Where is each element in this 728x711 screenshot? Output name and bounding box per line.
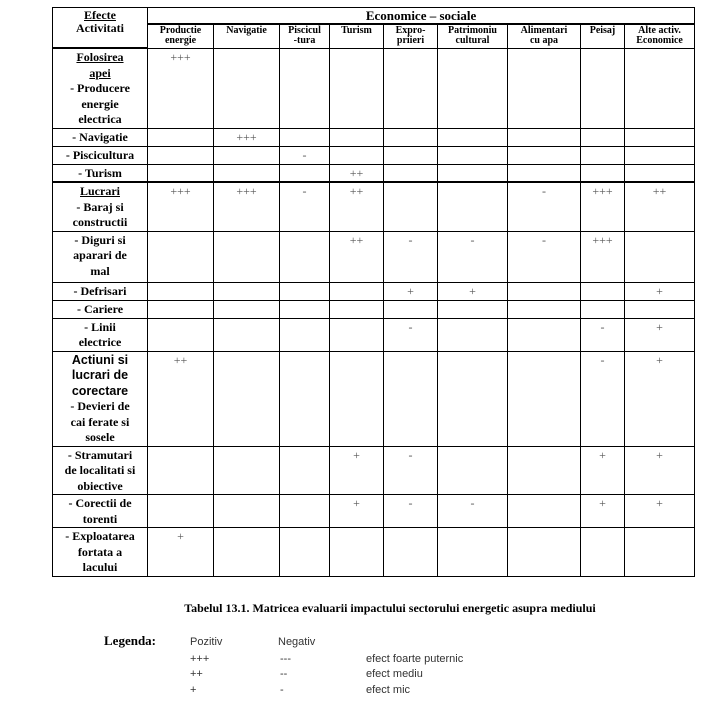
impact-cell: + [625, 351, 695, 446]
impact-cell [438, 300, 508, 318]
impact-cell [384, 164, 438, 182]
column-header-line: energie [164, 35, 197, 46]
impact-cell: + [148, 528, 214, 577]
impact-cell: + [384, 282, 438, 300]
legend-negativ-label: Negativ [278, 636, 316, 648]
table-row [53, 318, 695, 351]
impact-cell [148, 300, 214, 318]
impact-cell [384, 351, 438, 446]
impact-cell [508, 48, 581, 128]
legend-neg-small: - [280, 684, 284, 696]
impact-cell [384, 146, 438, 164]
impact-cell [330, 318, 384, 351]
legend-neg-strong: --- [280, 653, 291, 665]
activity-line: electrice [78, 335, 122, 349]
impact-cell [581, 48, 625, 128]
activity-line: - Piscicultura [65, 147, 135, 162]
impact-cell [280, 231, 330, 282]
impact-cell [581, 146, 625, 164]
activity-line: - Stramutari [67, 447, 133, 462]
impact-cell [508, 282, 581, 300]
impact-cell [625, 300, 695, 318]
impact-cell [438, 128, 508, 146]
impact-cell: +++ [148, 48, 214, 128]
impact-cell [214, 146, 280, 164]
impact-cell [508, 318, 581, 351]
impact-cell [625, 164, 695, 182]
column-header-line: Productie [159, 25, 202, 36]
column-header [625, 24, 695, 48]
impact-cell [214, 495, 280, 528]
column-header-line: priieri [396, 35, 425, 46]
activity-line: - Turism [78, 165, 122, 180]
impact-cell [148, 128, 214, 146]
impact-cell [214, 164, 280, 182]
impact-cell [625, 231, 695, 282]
activity-line: - Producere [70, 81, 130, 95]
activity-line: - Exploatarea [65, 529, 135, 543]
impact-cell [214, 446, 280, 495]
column-header [384, 24, 438, 48]
activity-line: lucrari de [71, 368, 129, 382]
impact-cell [438, 351, 508, 446]
impact-cell [330, 300, 384, 318]
column-header [280, 24, 330, 48]
impact-cell: + [330, 495, 384, 528]
activity-line: corectare [71, 383, 129, 398]
impact-cell [280, 300, 330, 318]
header-efecte-activitati [53, 8, 148, 49]
activity-line: sosele [85, 430, 115, 444]
impact-cell [148, 146, 214, 164]
activity-cell [53, 351, 148, 446]
activity-cell [53, 128, 148, 146]
impact-cell [581, 300, 625, 318]
activity-cell [53, 182, 148, 231]
activity-cell [53, 300, 148, 318]
impact-cell [438, 446, 508, 495]
impact-cell: + [625, 318, 695, 351]
impact-cell: - [438, 495, 508, 528]
activity-line: mal [90, 263, 110, 278]
impact-cell [280, 351, 330, 446]
impact-cell: - [384, 446, 438, 495]
impact-cell [214, 282, 280, 300]
activity-line: - Linii [84, 319, 116, 334]
activity-line: - Devieri de [70, 399, 130, 413]
impact-cell [508, 164, 581, 182]
activity-line: Actiuni si [71, 352, 129, 367]
table-row [53, 351, 695, 446]
column-header-line: Patrimoniu [448, 25, 497, 36]
table-row [53, 146, 695, 164]
impact-cell [148, 164, 214, 182]
impact-cell [508, 146, 581, 164]
activity-line: de localitati si [64, 463, 136, 477]
legend-pozitiv-label: Pozitiv [190, 636, 223, 648]
table-row [53, 282, 695, 300]
column-header-line: Navigatie [226, 25, 267, 36]
impact-cell: +++ [214, 128, 280, 146]
impact-cell: +++ [148, 182, 214, 231]
impact-cell [508, 528, 581, 577]
impact-cell [384, 528, 438, 577]
impact-cell [330, 351, 384, 446]
impact-cell: ++ [148, 351, 214, 446]
impact-cell [438, 164, 508, 182]
column-header-line: -tura [293, 35, 316, 46]
impact-cell [438, 182, 508, 231]
impact-cell: + [581, 446, 625, 495]
impact-cell [148, 446, 214, 495]
impact-cell [384, 300, 438, 318]
header-efecte: Efecte [84, 8, 116, 22]
impact-cell [508, 495, 581, 528]
activity-line: - Baraj si [76, 199, 124, 214]
impact-cell [384, 128, 438, 146]
column-header [438, 24, 508, 48]
table-row [53, 495, 695, 528]
impact-cell: - [384, 495, 438, 528]
impact-cell: - [280, 182, 330, 231]
impact-cell: - [438, 231, 508, 282]
activity-line: - Diguri si [74, 232, 126, 247]
impact-cell [148, 318, 214, 351]
activity-line: aparari de [73, 248, 127, 262]
impact-cell: ++ [330, 231, 384, 282]
activity-line: apei [89, 65, 111, 80]
legend-title: Legenda: [104, 633, 156, 648]
column-header-line: Alte activ. [638, 25, 681, 36]
impact-cell [330, 528, 384, 577]
table-row [53, 300, 695, 318]
activity-cell [53, 146, 148, 164]
table-row [53, 48, 695, 128]
impact-cell: +++ [581, 182, 625, 231]
impact-cell [330, 128, 384, 146]
impact-cell [508, 128, 581, 146]
impact-cell: + [330, 446, 384, 495]
table-caption: Tabelul 13.1. Matricea evaluarii impactului sectorului energetic asupra mediului [184, 601, 596, 615]
impact-cell [214, 231, 280, 282]
table-row [53, 446, 695, 495]
column-header-line: Alimentari [520, 25, 568, 36]
column-header-line: Peisaj [589, 25, 616, 36]
impact-cell [330, 282, 384, 300]
impact-cell: + [625, 446, 695, 495]
activity-cell [53, 282, 148, 300]
legend [0, 634, 728, 704]
activity-line: electrica [78, 112, 122, 126]
table-row [53, 231, 695, 282]
activity-cell [53, 495, 148, 528]
impact-cell [581, 164, 625, 182]
column-header [330, 24, 384, 48]
impact-cell [330, 48, 384, 128]
column-header [148, 24, 214, 48]
table-row [53, 528, 695, 577]
impact-matrix-table [52, 7, 695, 577]
impact-cell [330, 146, 384, 164]
impact-cell [214, 318, 280, 351]
impact-cell [280, 528, 330, 577]
impact-cell [148, 495, 214, 528]
impact-cell [148, 231, 214, 282]
legend-neg-medium: -- [280, 668, 288, 680]
activity-line: - Corectii de [68, 496, 132, 510]
legend-desc-strong: efect foarte puternic [366, 653, 464, 665]
activity-line: - Navigatie [72, 129, 128, 144]
impact-cell: - [581, 318, 625, 351]
impact-cell [280, 128, 330, 146]
impact-cell: - [280, 146, 330, 164]
column-header-line: Piscicul [288, 25, 321, 36]
activity-line: lacului [82, 560, 118, 574]
activity-cell [53, 164, 148, 182]
activity-line: torenti [82, 511, 118, 526]
activity-line: obiective [77, 478, 123, 493]
impact-cell: - [384, 318, 438, 351]
impact-cell [384, 182, 438, 231]
column-header-line: cultural [455, 35, 490, 46]
impact-cell: ++ [330, 164, 384, 182]
legend-pos-medium: ++ [190, 668, 203, 680]
impact-cell [625, 146, 695, 164]
impact-cell [438, 528, 508, 577]
impact-cell: - [508, 231, 581, 282]
impact-cell [438, 318, 508, 351]
impact-cell [280, 48, 330, 128]
column-header-line: Turism [341, 25, 372, 36]
activity-line: cai ferate si [70, 414, 130, 429]
impact-cell [581, 128, 625, 146]
impact-cell [438, 48, 508, 128]
activity-line: Folosirea [76, 50, 124, 64]
legend-desc-medium: efect mediu [366, 668, 423, 680]
impact-cell [625, 528, 695, 577]
header-activitati: Activitati [76, 21, 124, 35]
impact-cell [581, 528, 625, 577]
impact-cell: - [581, 351, 625, 446]
table-row [53, 164, 695, 182]
activity-line: - Cariere [76, 301, 124, 316]
legend-pos-small: + [190, 684, 197, 696]
column-header [508, 24, 581, 48]
activity-line: - Defrisari [73, 283, 127, 298]
impact-cell [280, 282, 330, 300]
activity-cell [53, 318, 148, 351]
impact-cell [508, 300, 581, 318]
impact-cell [280, 495, 330, 528]
column-header [214, 24, 280, 48]
impact-cell [280, 164, 330, 182]
column-header-line: Economice [636, 35, 683, 46]
impact-cell [280, 446, 330, 495]
impact-cell [214, 48, 280, 128]
activity-line: energie [81, 96, 119, 111]
impact-cell [214, 528, 280, 577]
legend-desc-small: efect mic [366, 684, 411, 696]
header-group-economice-sociale: Economice – sociale [148, 8, 695, 25]
impact-cell [214, 351, 280, 446]
activity-cell [53, 446, 148, 495]
impact-cell: ++ [625, 182, 695, 231]
activity-line: Lucrari [80, 184, 120, 198]
impact-cell: + [581, 495, 625, 528]
activity-line: constructii [72, 215, 128, 229]
impact-cell [280, 318, 330, 351]
table-row [53, 182, 695, 231]
impact-cell [625, 48, 695, 128]
column-header-line: Expro- [395, 25, 426, 36]
impact-cell: - [508, 182, 581, 231]
legend-pos-strong: +++ [190, 653, 210, 665]
column-header [581, 24, 625, 48]
activity-cell [53, 48, 148, 128]
impact-cell [508, 351, 581, 446]
activity-cell [53, 231, 148, 282]
impact-cell [384, 48, 438, 128]
impact-cell [581, 282, 625, 300]
impact-cell [625, 128, 695, 146]
impact-cell: ++ [330, 182, 384, 231]
impact-cell: + [625, 495, 695, 528]
column-header-line: cu apa [529, 35, 559, 46]
impact-cell [508, 446, 581, 495]
impact-cell: + [438, 282, 508, 300]
impact-cell [148, 282, 214, 300]
activity-line: fortata a [77, 544, 123, 559]
impact-cell: + [625, 282, 695, 300]
impact-cell [214, 300, 280, 318]
impact-cell: +++ [581, 231, 625, 282]
impact-cell: - [384, 231, 438, 282]
impact-cell [438, 146, 508, 164]
activity-cell [53, 528, 148, 577]
impact-cell: +++ [214, 182, 280, 231]
table-row [53, 128, 695, 146]
